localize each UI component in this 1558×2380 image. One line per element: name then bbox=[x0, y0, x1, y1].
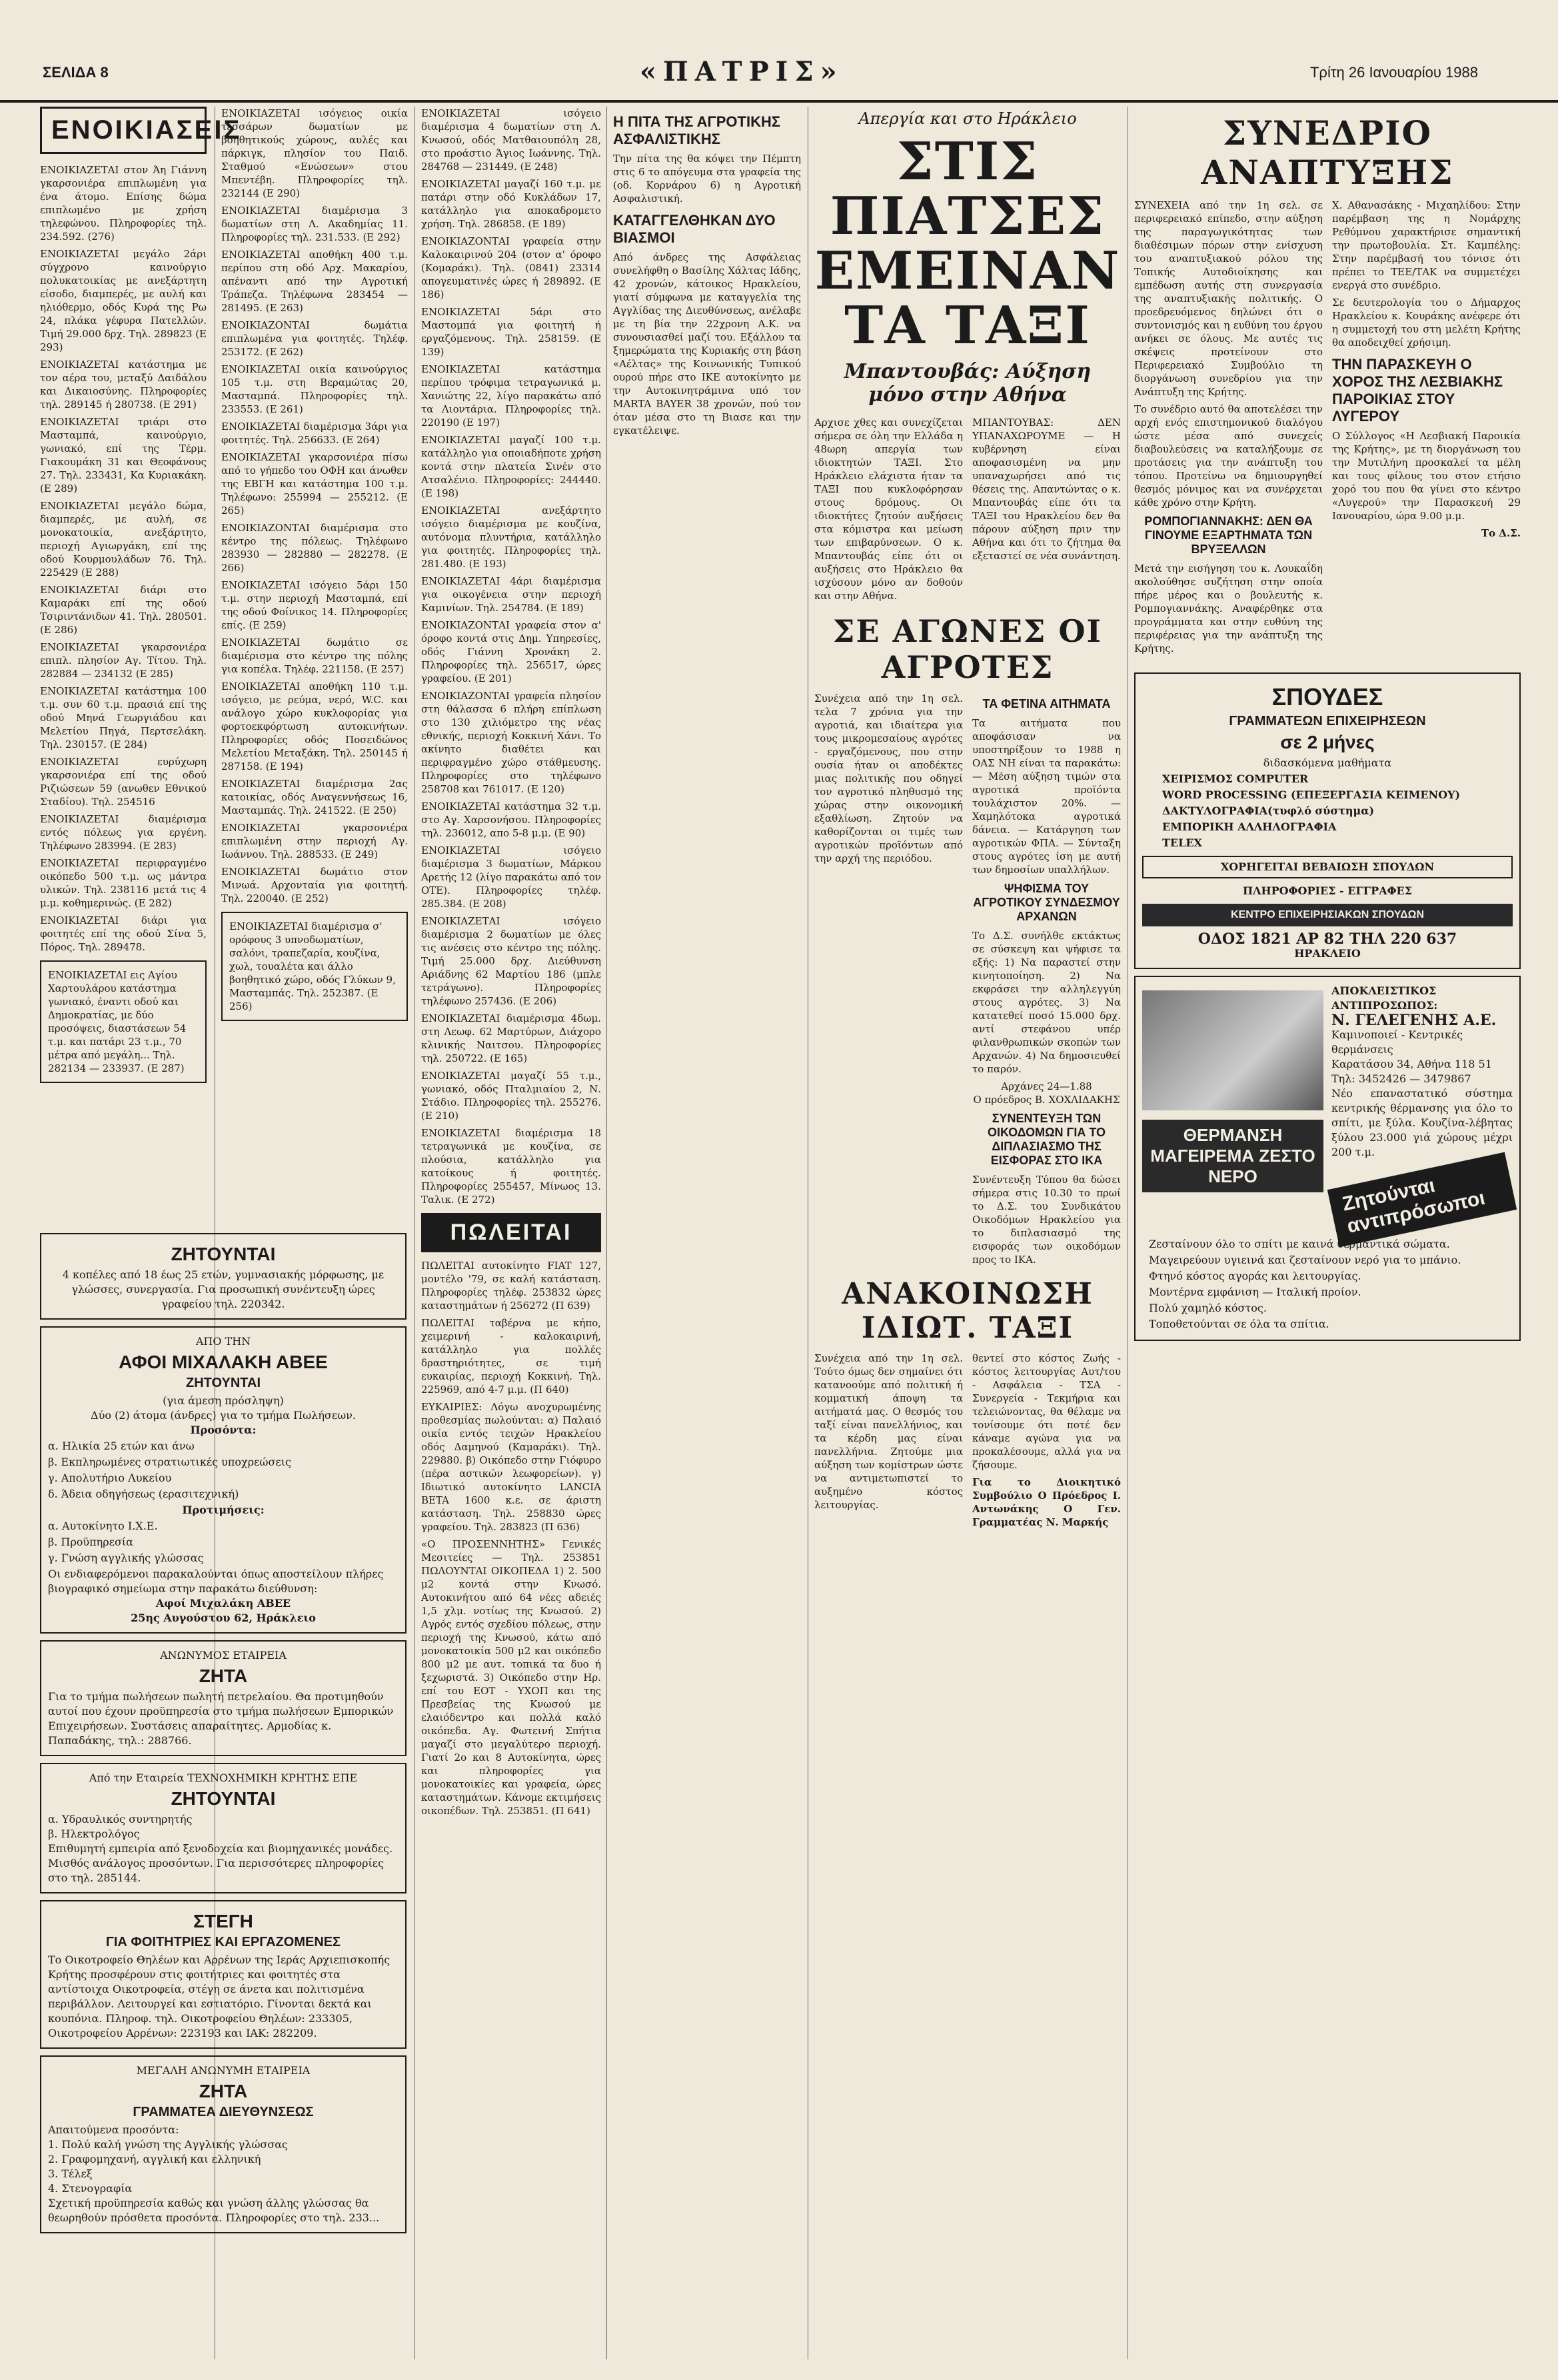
zitountai-ad bbox=[40, 1233, 406, 1320]
michalakis-cta: Οι ενδιαφερόμενοι παρακαλούνται όπως αποστείλουν πλήρες βιογραφικό σημείωμα στην παρακάτω διεύθυνση: bbox=[48, 1568, 384, 1595]
classified-ad: ΕΝΟΙΚΙΑΖΕΤΑΙ μαγαζί 55 τ.μ., γωνιακό, οδός Πταλμιαίου 2, Ν. Στάδιο. Πληροφορίες τηλ. 255276. (Ε 210) bbox=[421, 1070, 601, 1122]
subject-item: TELEX bbox=[1162, 836, 1202, 849]
heating-bullet: Μοντέρνα εμφάνιση — Ιταλική προίον. bbox=[1149, 1286, 1361, 1298]
synedrio-text3: Χ. Αθανασάκης - Μιχαηλίδου: Στην παρέμβαση της η Νομάρχης Ρεθύμνου χαρακτήρισε σημαντική την πρωτοβουλία. Στ. Καμπέλης: Στην παρέμβασή του τόνισε ότι πρέπει το ΤΕΕ/ΤΑΚ να συμμετέχει ενεργά στο συνέδριο. bbox=[1332, 199, 1521, 291]
classified-ad: ΕΝΟΙΚΙΑΖΕΤΑΙ διαμέρισμα 18 τετραγωνικά με κουζίνα, σε πλούσια, κατάλληλο για κατοίκους ή φοιτητές. Πληροφορίες 255457, Μίνωος 13. Ταλικ. (Ε 272) bbox=[421, 1127, 601, 1206]
heating-left bbox=[1142, 984, 1323, 1236]
classified-ad: ΕΝΟΙΚΙΑΖΕΤΑΙ 5άρι στο Μαστομπά για φοιτητή ή εργαζόμενους. Τηλ. 258159. (Ε 139) bbox=[421, 306, 601, 358]
classified-ad: ΕΝΟΙΚΙΑΖΟΝΤΑΙ γραφεία στον α' όροφο κοντά στις Δημ. Υπηρεσίες, οδός Γιάννη Χρονάκη 2. Πληροφορίες τηλ. 256517, ώρες γραφείου. (Ε 201) bbox=[421, 619, 601, 684]
anakoinosi-text-left: Συνέχεια από την 1η σελ. Τούτο όμως δεν σημαίνει ότι κατανοούμε από πολιτική ή κομματική άποψη τα αιτήματά μας. Ο θεσμός του ταξί είναι πανελλήνιος, και τα κέρδη μας είναι πανελλήνια. Ζητούμε μια αύξηση των κομίστρων ώστε να αντιμετωπιστεί το αυξημένο κόστος λειτουργίας. bbox=[814, 1352, 963, 1511]
classified-ad: ΕΝΟΙΚΙΑΖΕΤΑΙ περιφραγμένο οικόπεδο 500 τ.μ. ως μάντρα υλικών. Τηλ. 238116 μετά τις 4 μ.μ. κοθημερινώς. (Ε 282) bbox=[40, 857, 207, 909]
spoudes-city: ΗΡΑΚΛΕΙΟ bbox=[1294, 947, 1361, 960]
classified-ad: ΕΝΟΙΚΙΑΖΕΤΑΙ κατάστημα περίπου τρόφιμα τετραγωνικά μ. Χανιώτης 22, λίγο παρακάτω από τα Λιοντάρια. Πληροφορίες τηλ. 220190 (Ε 197) bbox=[421, 363, 601, 429]
michalakis-reqs bbox=[48, 1439, 398, 1502]
classified-ad: ΕΝΟΙΚΙΑΖΕΤΑΙ μαγαζί 160 τ.μ. με πατάρι στην οδό Κυκλάδων 17, κατάλληλο για αποκαδρομετο χρήση. Τηλ. 286858. (Ε 189) bbox=[421, 178, 601, 230]
anakoinosi-text-right: θεντεί στο κόστος Ζωής - κόστος λειτουργίας Αυτ/του - Ασφάλεια - ΤΣΑ - Συνεργεία - Τεκμήρια και τελειώνοντας, θα θέλαμε να τονίσουμε ότι ποτέ δεν κάναμε αγώνα για να προκαλέσουμε, αλλά για να ζήσουμε. bbox=[972, 1352, 1121, 1471]
pref-item: α. Αυτοκίνητο Ι.Χ.Ε. bbox=[48, 1520, 158, 1532]
stegi-sub: ΓΙΑ ΦΟΙΤΗΤΡΙΕΣ ΚΑΙ ΕΡΓΑΖΟΜΕΝΕΣ bbox=[105, 1935, 341, 1949]
req-item: α. Ηλικία 25 ετών και άνω bbox=[48, 1440, 195, 1452]
heating-bullets bbox=[1142, 1237, 1513, 1332]
spoudes-subjects bbox=[1142, 772, 1513, 850]
subject-item: ΧΕΙΡΙΣΜΟΣ COMPUTER bbox=[1162, 772, 1309, 785]
classified-ad: ΕΝΟΙΚΙΑΖΕΤΑΙ μαγαζί 100 τ.μ. κατάλληλο για οποιαδήποτε χρήση κοντά στην πλατεία Σινέν στο Ατσαλένιο. Πληροφορίες: 244440. (Ε 198) bbox=[421, 434, 601, 499]
taxi-subheadline: Μπαντουβάς: Αύξηση μόνο στην Αθήνα bbox=[844, 360, 1092, 407]
section-header-rentals: ΕΝΟΙΚΙΑΣΕΙΣ bbox=[40, 107, 207, 154]
techniki-ad bbox=[40, 1763, 406, 1893]
heating-line: Καμινοποιεί - Κεντρικές θερμάνσεις bbox=[1331, 1028, 1463, 1056]
megali-top: ΜΕΓΑΛΗ ΑΝΩΝΥΜΗ ΕΤΑΙΡΕΙΑ bbox=[136, 2064, 311, 2077]
spoudes-intro: διδασκόμενα μαθήματα bbox=[1263, 756, 1392, 769]
techniki-top: Από την Εταιρεία ΤΕΧΝΟΧΗΜΙΚΗ ΚΡΗΤΗΣ ΕΠΕ bbox=[89, 1772, 358, 1784]
heating-right bbox=[1331, 984, 1513, 1236]
classified-ad: ΕΝΟΙΚΙΑΖΕΤΑΙ κατάστημα 32 τ.μ. στο Αγ. Χαρσονήσου. Πληροφορίες τηλ. 236012, απο 5-8 μ.μ. (Ε 90) bbox=[421, 800, 601, 839]
synedrio-intro2: Το συνέδριο αυτό θα αποτελέσει την αρχή ενός επιστημονικού διαλόγου ώστε μέσα από συνεχείς διαβουλεύσεις να καταλήξουμε σε προτάσεις για την ανάπτυξη του τόπου. Προτείνω να δημιουργηθεί θεσμός μόνιμος και να συνέρχεται κάθε χρόνο στην Κρήτη. bbox=[1134, 403, 1323, 509]
michalakis-intro: Δύο (2) άτομα (άνδρες) για το τμήμα Πωλήσεων. bbox=[91, 1409, 356, 1422]
heating-title: ΘΕΡΜΑΝΣΗ ΜΑΓΕΙΡΕΜΑ ΖΕΣΤΟ ΝΕΡΟ bbox=[1142, 1120, 1323, 1192]
michalakis-prosonta: Προσόντα: bbox=[190, 1424, 257, 1436]
synedrio-left bbox=[1134, 199, 1323, 659]
heating-top bbox=[1142, 984, 1513, 1236]
req-item: γ. Απολυτήριο Λυκείου bbox=[48, 1472, 172, 1484]
classified-ad: ΕΝΟΙΚΙΑΖΕΤΑΙ γκαρσονιέρα επιπλ. πλησίον Αγ. Τίτου. Τηλ. 282884 — 234132 (Ε 285) bbox=[40, 641, 207, 680]
stegi-ad bbox=[40, 1900, 406, 2049]
boxed-ad bbox=[40, 960, 207, 1083]
techniki-item: β. Ηλεκτρολόγος bbox=[48, 1827, 140, 1840]
demands-text: Τα αιτήματα που αποφάσισαν να υποστηρίξουν το 1988 η ΟΑΣ ΝΗ είναι τα παρακάτω: — Μέση αύξηση τιμών στα αγροτικά προϊόντα τουλάχιστον 20%. — Χαμηλότοκα αγροτικά δάνεια. — Κατάργηση των αγροτικών ΦΠΑ. — Σύνταξη στους αγρότες ίση με αυτή των δημοσίων υπαλλήλων. bbox=[972, 717, 1121, 876]
classified-ad: ΕΝΟΙΚΙΑΖΟΝΤΑΙ γραφεία πλησίον στη θάλασσα 6 πλήρη επίπλωση στο 130 χιλιόμετρο της νέας εθνικής, περιοχή Κοκκινή Χάνι. Το ακίνητο διαθέτει και περιφραγμένο χώρο στάθμευσης. Πληροφορίες στο τηλέφωνο 258708 και 761017. (Ε 120) bbox=[421, 690, 601, 795]
michalakis-ad bbox=[40, 1326, 406, 1634]
michalakis-prefs bbox=[48, 1519, 398, 1566]
zitountai-title: ΖΗΤΟΥΝΤΑΙ bbox=[171, 1244, 276, 1264]
zitountai-text: 4 κοπέλες από 18 έως 25 ετών, γυμνασιακής μόρφωσης, με γλώσσες, συνεργασία. Για προσωπική συνέντευξη ώρες γραφείου τηλ. 220342. bbox=[62, 1268, 385, 1310]
oikodomoi-text: Συνέντευξη Τύπου θα δώσει σήμερα στις 10.30 το πρωί το Δ.Σ. του Συνδικάτου Οικοδόμων Ηρακλείου για το διπλασιασμό της εισφοράς των οικοδόμων προς το ΙΚΑ. bbox=[972, 1174, 1121, 1266]
taxi-text-right: ΜΠΑΝΤΟΥΒΑΣ: ΔΕΝ ΥΠΑΝΑΧΩΡΟΥΜΕ — Η κυβέρνηση είναι αποφασισμένη να μην υπαναχωρήσει από τις θέσεις της. Απαντώντας ο κ. Μπαντουβάς είπε ότι τα ΤΑΞΙ του Ηρακλείου δεν θα πάρουν αύξηση πριν την Αθήνα και ότι το ζήτημα θα εξεταστεί σε νέα συνάντηση. bbox=[972, 417, 1121, 562]
agrotes-demands bbox=[972, 692, 1121, 1270]
classified-ad: ΕΝΟΙΚΙΑΖΕΤΑΙ διαμέρισμα 3 δωματίων στη Λ. Ακαδημίας 11. Πληροφορίες τηλ. 231.533. (Ε 292) bbox=[221, 205, 408, 243]
classified-ad: ΕΝΟΙΚΙΑΖΕΤΑΙ αποθήκη 400 τ.μ. περίπου στη οδό Αρχ. Μακαρίου, απέναντι από την Αγροτική Τράπεζα. Τηλέφωνα 283454 — 281495. (Ε 263) bbox=[221, 249, 408, 314]
synedrio-body bbox=[1134, 199, 1521, 659]
synedrio-right bbox=[1332, 199, 1521, 659]
megali-item: 2. Γραφομηχανή, αγγλική και ελληνική bbox=[48, 2153, 261, 2165]
anakoinosi-right bbox=[972, 1352, 1121, 1533]
pref-item: β. Προϋπηρεσία bbox=[48, 1536, 133, 1548]
michalakis-address1: Αφοί Μιχαλάκη ΑΒΕΕ bbox=[155, 1597, 291, 1610]
lesviaki-signature: Το Δ.Σ. bbox=[1481, 527, 1521, 539]
lesviaki-text: Ο Σύλλογος «Η Λεσβιακή Παροικία της Κρήτης», με τη διοργάνωση του την Μυτιλήνη προσκαλεί τα μέλη και τους φίλους του στον ετήσιο χορό του που θα γίνει στο κέντρο «Λυγερού» την Παρασκευή 29 Ιανουαρίου, ώρα 9.00 μ.μ. bbox=[1332, 430, 1521, 522]
classified-ad: ΕΝΟΙΚΙΑΖΕΤΑΙ γκαρσονιέρα επιπλωμένη στην περιοχή Αγ. Ιωάννου. Τηλ. 288533. (Ε 249) bbox=[221, 822, 408, 860]
anakoinosi-body bbox=[814, 1352, 1121, 1533]
michalakis-sub2: (για άμεση πρόσληψη) bbox=[163, 1394, 284, 1407]
column-classifieds-1 bbox=[40, 107, 242, 1090]
classified-ad: ΕΝΟΙΚΙΑΖΕΤΑΙ 4άρι διαμέρισμα για οικογένεια στην περιοχή Καμινίων. Τηλ. 254784. (Ε 189) bbox=[421, 575, 601, 614]
synedrio-headline: ΣΥΝΕΔΡΙΟ ΑΝΑΠΤΥΞΗΣ bbox=[1201, 113, 1454, 192]
classified-ad: ΕΝΟΙΚΙΑΖΕΤΑΙ διαμέρισμα 2ας κατοικίας, οδός Αναγεννήσεως 16, Μασταμπάς. Τηλ. 241522. (Ε 250) bbox=[221, 778, 408, 816]
spoudes-duration: σε 2 μήνες bbox=[1280, 732, 1375, 752]
classified-ad: ΕΝΟΙΚΙΑΖΕΤΑΙ ανεξάρτητο ισόγειο διαμέρισμα με κουζίνα, αυτόνομα πλυντήρια, κατάλληλο για φοιτητές. Πληροφορίες τηλ. 281.480. (Ε 193) bbox=[421, 505, 601, 570]
classified-ad: ΕΝΟΙΚΙΑΖΕΤΑΙ μεγάλο δώμα, διαμπερές, με αυλή, σε μονοκατοικία, ανεξάρτητο, περιοχή Αγιωργάκη, επί της οδού Κουρμουλάδων 76. Τηλ. 225429 (Ε 288) bbox=[40, 500, 207, 579]
megali-sub: ΓΡΑΜΜΑΤΕΑ ΔΙΕΥΘΥΝΣΕΩΣ bbox=[133, 2105, 314, 2119]
taxi-body bbox=[814, 416, 1121, 606]
synedrio-text4: Σε δευτερολογία του ο Δήμαρχος Ηρακλείου κ. Κουράκης ανέφερε ότι η συμμετοχή του στη μελέτη Κρήτης θα αποδειχθεί χρήσιμη. bbox=[1332, 297, 1521, 349]
megali-item: 3. Τέλεξ bbox=[48, 2167, 93, 2180]
classified-ad: ΕΝΟΙΚΙΑΖΕΤΑΙ γκαρσονιέρα πίσω από το γήπεδο του ΟΦΗ και άνωθεν της ΕΒΓΗ και κατάστημα 100 τ.μ. Τηλέφωνο: 255994 — 255212. (Ε 265) bbox=[221, 451, 408, 517]
heating-bullet: Τοποθετούνται σε όλα τα σπίτια. bbox=[1149, 1318, 1329, 1330]
boxed-ad-text: ΕΝΟΙΚΙΑΖΕΤΑΙ διαμέρισμα σ' ορόφους 3 υπνοδωματίων, σαλόνι, τραπεζαρία, κουζίνα, χωλ, τουαλέτα και άλλο βοηθητικό χώρο, οδός Γλύκων 9, Μασταμπάς. Τηλ. 252387. (Ε 256) bbox=[229, 920, 396, 1012]
anonymi-title: ΖΗΤΑ bbox=[199, 1666, 248, 1686]
heating-bullet: Φτηνό κόστος αγοράς και λειτουργίας. bbox=[1149, 1270, 1361, 1282]
michalakis-address2: 25ης Αυγούστου 62, Ηράκλειο bbox=[131, 1612, 316, 1624]
pita-headline: Η ΠΙΤΑ ΤΗΣ ΑΓΡΟΤΙΚΗΣ ΑΣΦΑΛΙΣΤΙΚΗΣ bbox=[613, 113, 781, 147]
viasmoi-text: Από άνδρες της Ασφάλειας συνελήφθη ο Βασίλης Χάλτας Ιάδης, 42 χρονών, κάτοικος Ηρακλείου, γιατί σύμφωνα με καταγγελία της Αγγλίδας της Διευθύνσεως, ανέλαβε με τη βία την 22χρονη Α.Κ. να συνουσιασθεί μαζί του. Εξάλλου τα ξημερώματα της Κυριακής στη βάση «Αέλτας» της Κοινωνικής Τυπικού ουρού πήρε στο ΙΚΕ αυτοκίνητο με την Αυτοκινητράμινα υπό τον MARTA BAYER 38 χρονών, πού τον όταν μέσα στο τη Βιασε και την εγκατέλειψε. bbox=[613, 251, 801, 437]
rompogiannakis-subhead: ΡΟΜΠΟΓΙΑΝΝΑΚΗΣ: ΔΕΝ ΘΑ ΓΙΝΟΥΜΕ ΕΞΑΡΤΗΜΑΤΑ ΤΩΝ ΒΡΥΞΕΛΛΩΝ bbox=[1144, 515, 1313, 556]
techniki-title: ΖΗΤΟΥΝΤΑΙ bbox=[171, 1788, 276, 1809]
sale-ad: ΕΥΚΑΙΡΙΕΣ: Λόγω ανοχυρωμένης προθεσμίας πωλούνται: α) Παλαιό οικία εντός τειχών Ηρακλείου οδός Δαμηνού (Καμαράκι). Τηλ. 229880. β) Οικόπεδο στην Γιόφυρο (πέρα αστικών λεωφορείων). γ) Ιδιωτικό αυτοκίνητο LANCIA BETA 1600 κ.ε. σε άριστη κατάσταση. Τηλ. 258830 ώρες γραφείου. Τηλ. 283823 (Π 636) bbox=[421, 1401, 601, 1533]
req-item: δ. Άδεια οδηγήσεως (ερασιτεχνική) bbox=[48, 1488, 239, 1500]
agrotes-body bbox=[814, 692, 1121, 1270]
subject-item: ΔΑΚΤΥΛΟΓΡΑΦΙΑ(τυφλό σύστημα) bbox=[1162, 804, 1375, 817]
spoudes-title: ΣΠΟΥΔΕΣ bbox=[1271, 683, 1383, 710]
megali-intro: Απαιτούμενα προσόντα: bbox=[48, 2123, 179, 2136]
classified-ad: ΕΝΟΙΚΙΑΖΕΤΑΙ διάρι στο Καμαράκι επί της οδού Τσιριντάνιδων 41. Τηλ. 280501. (Ε 286) bbox=[40, 584, 207, 636]
spoudes-center: ΚΕΝΤΡΟ ΕΠΙΧΕΙΡΗΣΙΑΚΩΝ ΣΠΟΥΔΩΝ bbox=[1142, 904, 1513, 926]
michalakis-top: ΑΠΟ ΤΗΝ bbox=[195, 1335, 251, 1348]
newspaper-title: «ΠΑΤΡΙΣ» bbox=[640, 56, 844, 87]
classified-ad: ΕΝΟΙΚΙΑΖΕΤΑΙ ισόγειο 5άρι 150 τ.μ. στην περιοχή Μασταμπά, επί της οδού Φοίνικος 14. Πληροφορίες επίς. (Ε 259) bbox=[221, 579, 408, 631]
column-news-short bbox=[613, 107, 801, 441]
stegi-text: Το Οικοτροφείο Θηλέων και Αρρένων της Ιεράς Αρχιεπισκοπής Κρήτης προσφέρουν στις φοιτήτριες και φοιτητές στα αντίστοιχα Οικοτροφεία, στέγη σε άνετα και πολιτισμένα περιβάλλον. Λειτουργεί και εστιατόριο. Γίνονται δεκτά και κουπόνια. Πληροφ. τηλ. Οικοτροφείου Θηλέων: 233305, Οικοτροφείου Αρρένων: 223193 και ΙΑΚ: 282209. bbox=[48, 1953, 390, 2039]
page-number: ΣΕΛΙΔΑ 8 bbox=[43, 64, 109, 81]
classified-ad: ΕΝΟΙΚΙΑΖΕΤΑΙ διαμέρισμα εντός πόλεως για εργένη. Τηλέφωνο 283994. (Ε 283) bbox=[40, 813, 207, 852]
spoudes-sub: ΓΡΑΜΜΑΤΕΩΝ ΕΠΙΧΕΙΡΗΣΕΩΝ bbox=[1229, 714, 1426, 728]
column-main-news bbox=[814, 107, 1121, 1533]
michalakis-title: ΑΦΟΙ ΜΙΧΑΛΑΚΗ ΑΒΕΕ bbox=[119, 1352, 328, 1372]
classified-ad: ΕΝΟΙΚΙΑΖΕΤΑΙ ευρύχωρη γκαρσονιέρα επί της οδού Ριζιώσεων 59 (ανωθεν Εθνικού Σταδίου). Τηλ. 254516 bbox=[40, 756, 207, 808]
megali-item: 1. Πολύ καλή γνώση της Αγγλικής γλώσσας bbox=[48, 2138, 289, 2151]
spoudes-info: ΠΛΗΡΟΦΟΡΙΕΣ - ΕΓΓΡΑΦΕΣ bbox=[1242, 884, 1413, 897]
subject-item: WORD PROCESSING (ΕΠΕΞΕΡΓΑΣΙΑ ΚΕΙΜΕΝΟΥ) bbox=[1162, 788, 1461, 801]
anonymi-text: Για το τμήμα πωλήσεων πωλητή πετρελαίου. Θα προτιμηθούν αυτοί που έχουν προϋπηρεσία στο τμήμα πωλήσεων Εμπορικών Επιχειρήσεων. Συστάσεις απαραίτητες. Αρμοδίας κ. Παπαδάκης, τηλ.: 288766. bbox=[48, 1690, 394, 1747]
heating-company: Ν. ΓΕΛΕΓΕΝΗΣ Α.Ε. bbox=[1331, 1012, 1497, 1029]
anakoinosi-signature: Για το Διοικητικό Συμβούλιο Ο Πρόεδρος Ι. Αντωνάκης Ο Γεν. Γραμματέας Ν. Μαρκής bbox=[972, 1476, 1121, 1528]
taxi-headline: ΣΤΙΣ ΠΙΑΤΣΕΣ ΕΜΕΙΝΑΝ ΤΑ ΤΑΞΙ bbox=[814, 131, 1121, 356]
anonymi-ad bbox=[40, 1640, 406, 1756]
boxed-ad bbox=[221, 912, 408, 1021]
oikodomoi-title: ΣΥΝΕΝΤΕΥΞΗ ΤΩΝ ΟΙΚΟΔΟΜΩΝ ΓΙΑ ΤΟ ΔΙΠΛΑΣΙΑΣΜΟ ΤΗΣ ΕΙΣΦΟΡΑΣ ΣΤΟ ΙΚΑ bbox=[987, 1112, 1106, 1167]
sale-ad: ΠΩΛΕΙΤΑΙ ταβέρνα με κήπο, χειμερινή - καλοκαιρινή, κατάλληλο για πολλές δραστηριότητες, σε τιμή ευκαιρίας, περιοχή Κοκκινή. Τηλ. 225969, από 4-7 μ.μ. (Π 640) bbox=[421, 1317, 601, 1396]
classified-ad: ΕΝΟΙΚΙΑΖΟΝΤΑΙ διαμέρισμα στο κέντρο της πόλεως. Τηλέφωνο 283930 — 282880 — 282278. (Ε 266) bbox=[221, 522, 408, 574]
anakoinosi-headline: ΑΝΑΚΟΙΝΩΣΗ ΙΔΙΩΤ. ΤΑΞΙ bbox=[842, 1277, 1094, 1345]
synedrio-intro: ΣΥΝΕΧΕΙΑ από την 1η σελ. σε περιφερειακό επίπεδο, στην αύξηση της παραγωγικότητας των διαθέσιμων πόρων στην ενίσχυση του αναπτυξιακού ρόλου της Τοπικής Αυτοδιοίκησης και εμπέδωση αυτής στη συνεργασία της αναπτυξιακής πολιτικής. Ο προεδρευόμενος δηλώνει ότι ο συντονισμός και η ευθύνη του έργου ανήκει σε όλους. Με αυτές τις σκέψεις προτείνουν στο Περιφερειακό Συμβούλιο τη διοργάνωση συνεδρίου για την Ανάπτυξη της Κρήτης. bbox=[1134, 199, 1323, 398]
pita-text: Την πίτα της θα κόψει την Πέμπτη στις 6 το απόγευμα στα γραφεία της (οδ. Κορνάρου 6) η Αγροτική Ασφαλιστική. bbox=[613, 153, 801, 205]
heating-line: Τηλ: 3452426 — 3479867 bbox=[1331, 1072, 1471, 1085]
megali-text: Σχετική προϋπηρεσία καθώς και γνώση άλλης γλώσσας θα θεωρηθούν πρόσθετα προσόντα. Πληροφορίες στο τηλ. 233... bbox=[48, 2197, 380, 2224]
classified-ad: ΕΝΟΙΚΙΑΖΕΤΑΙ μεγάλο 2άρι σύγχρονο καινούργιο πολυκατοικίας με ανεξάρτητη είσοδο, διαμπερές, με αυλή και ηλιόθερμο, οδός Κυρά της Ρω 24, πλάκα γέφυρα Πατελλών. Τιμή 29.000 δρχ. Τηλ. 289823 (Ε 293) bbox=[40, 248, 207, 353]
column-classifieds-3 bbox=[421, 107, 601, 1821]
michalakis-pref: Προτιμήσεις: bbox=[182, 1504, 265, 1516]
agrotes-text: Συνέχεια από την 1η σελ. τελα 7 χρόνια για την αγροτιά, και ιδιαίτερα για τους μικρομεσαίους αγρότες - εργαζόμενους, που στην ουσία ήταν οι αποδέκτες μιας πολιτικής που οδηγεί τον αγροτικό πληθυσμό της χώρας στην οικονομική εξαθλίωση. Ζητούν να καθορίζονται οι τιμές των αγροτικών προϊόντων από την αρχή της περιόδου. bbox=[814, 692, 963, 864]
heating-bullet: Πολύ χαμηλό κόστος. bbox=[1149, 1302, 1267, 1314]
column-rule bbox=[414, 107, 415, 2359]
classified-ad: ΕΝΟΙΚΙΑΖΟΝΤΑΙ γραφεία στην Καλοκαιρινού 204 (στον α' όροφο (Κομαράκι). Τηλ. (0841) 23314 απογευματινές ώρες ή 289892. (Ε 186) bbox=[421, 235, 601, 301]
taxi-kicker: Απεργία και στο Ηράκλειο bbox=[858, 109, 1077, 128]
classified-ad: ΕΝΟΙΚΙΑΖΕΤΑΙ αποθήκη 110 τ.μ. ισόγειο, με ρεύμα, νερό, W.C. και ανάλογο χώρο κυκλοφορίας για φορτοεκφόρτωση αυτοκινήτων. Πληροφορίες οδός Ποσειδώνος Μελετίου Μεταξάκη. Τηλ. 250145 ή 287158. (Ε 194) bbox=[221, 680, 408, 772]
heating-line: Καρατάσου 34, Αθήνα 118 51 bbox=[1331, 1058, 1492, 1070]
spoudes-certificate: ΧΟΡΗΓΕΙΤΑΙ ΒΕΒΑΙΩΣΗ ΣΠΟΥΔΩΝ bbox=[1142, 856, 1513, 878]
classified-ad: ΕΝΟΙΚΙΑΖΕΤΑΙ ισόγειο διαμέρισμα 4 δωματίων στη Λ. Κνωσού, οδός Ματθαιουπόλη 28, στο προάστιο Άγιος Ιωάννης. Τηλ. 284768 — 231449. (Ε 248) bbox=[421, 107, 601, 173]
classified-ad: ΕΝΟΙΚΙΑΖΕΤΑΙ διαμέρισμα 3άρι για φοιτητές. Τηλ. 256633. (Ε 264) bbox=[221, 421, 408, 446]
classified-ad: ΕΝΟΙΚΙΑΖΕΤΑΙ ισόγειος οικία τεσσάρων δωματίων με βοηθητικούς χώρους, αυλές και πάρκιγκ, πλησίον του Παιδ. Σταθμού «Ενώσεων» στου Μπεντέβη. Πληροφορίες τηλ. 232144 (Ε 290) bbox=[221, 107, 408, 199]
heating-ad bbox=[1134, 976, 1521, 1341]
heating-desc: Νέο επαναστατικό σύστημα κεντρικής θέρμανσης για όλο το σπίτι, με ξύλα. Κουζίνα-λέβητας ξύλου 23.000 γιά χώρους μέχρι 200 τ.μ. bbox=[1331, 1087, 1513, 1158]
classified-ad: ΕΝΟΙΚΙΑΖΕΤΑΙ δωμάτιο στον Μινωά. Αρχονταία για φοιτητή. Τηλ. 220040. (Ε 252) bbox=[221, 866, 408, 904]
demands-title: ΤΑ ΦΕΤΙΝΑ ΑΙΤΗΜΑΤΑ bbox=[982, 697, 1111, 710]
req-item: β. Εκπληρωμένες στρατιωτικές υποχρεώσεις bbox=[48, 1456, 291, 1468]
psifisma-title: ΨΗΦΙΣΜΑ ΤΟΥ ΑΓΡΟΤΙΚΟΥ ΣΥΝΔΕΣΜΟΥ ΑΡΧΑΝΩΝ bbox=[973, 882, 1120, 923]
anonymi-top: ΑΝΩΝΥΜΟΣ ΕΤΑΙΡΕΙΑ bbox=[160, 1649, 287, 1662]
subject-item: ΕΜΠΟΡΙΚΗ ΑΛΛΗΛΟΓΡΑΦΙΑ bbox=[1162, 820, 1337, 833]
classified-ad: ΕΝΟΙΚΙΑΖΕΤΑΙ κατάστημα 100 τ.μ. συν 60 τ.μ. πρασιά επί της οδού Μηνά Γεωργιάδου και Μελετίου Πηγά, Περτσελάκη. Τηλ. 230157. (Ε 284) bbox=[40, 685, 207, 750]
classified-ad: ΕΝΟΙΚΙΑΖΕΤΑΙ τριάρι στο Μασταμπά, καινούργιο, γωνιακό, επί της Τέρμ. Γιακουμάκη 31 και Θεοφάνους 27. Τηλ. 233431, Κα Κυριακάκη. (Ε 289) bbox=[40, 416, 207, 495]
column-classifieds-2 bbox=[221, 107, 408, 1028]
column-rule bbox=[606, 107, 607, 2359]
agrotes-headline: ΣΕ ΑΓΩΝΕΣ ΟΙ ΑΓΡΟΤΕΣ bbox=[832, 613, 1103, 685]
psifisma-signatory: Ο πρόεδρος Β. ΧΟΧΛΙΔΑΚΗΣ bbox=[973, 1094, 1120, 1106]
megali-item: 4. Στενογραφία bbox=[48, 2182, 133, 2195]
masthead bbox=[0, 0, 1558, 103]
spoudes-address: ΟΔΟΣ 1821 ΑΡ 82 ΤΗΛ 220 637 bbox=[1197, 930, 1457, 948]
classified-ad: ΕΝΟΙΚΙΑΖΕΤΑΙ διαμέρισμα 4δωμ. στη Λεωφ. 62 Μαρτύρων, Διάχορο κλινικής Ναιτσου. Πληροφορίες τηλ. 250722. (Ε 165) bbox=[421, 1012, 601, 1064]
techniki-item: α. Υδραυλικός συντηρητής bbox=[48, 1813, 193, 1825]
classified-ad: ΕΝΟΙΚΙΑΖΕΤΑΙ δωμάτιο σε διαμέρισμα στο κέντρο της πόλης για κοπέλα. Τηλέφ. 221158. (Ε 257) bbox=[221, 636, 408, 675]
psifisma-date: Αρχάνες 24—1.88 bbox=[1001, 1080, 1092, 1092]
classified-ad: ΕΝΟΙΚΙΑΖΕΤΑΙ κατάστημα με τον αέρα του, μεταξύ Δαιδάλου και Δικαιοσύνης. Πληροφορίες τηλ. 289145 ή 280738. (Ε 291) bbox=[40, 359, 207, 411]
classified-ad: ΕΝΟΙΚΙΑΖΕΤΑΙ διάρι για φοιτητές επί της οδού Σίνα 5, Πόρος. Τηλ. 289478. bbox=[40, 914, 207, 953]
taxi-text-left: Αρχισε χθες και συνεχίζεται σήμερα σε όλη την Ελλάδα η 48ωρη απεργία των ιδιοκτητών ΤΑΞΙ. Στο Ηράκλειο ελάχιστα ήταν τα ΤΑΞΙ που κυκλοφόρησαν στους δρόμους. Οι ιδιοκτήτες ζητούν αυξήσεις στα κόμιστρα και μείωση των επιβαρύνσεων. Ο κ. Μπαντουβάς είπε ότι οι αυξήσεις στο Ηράκλειο θα ισχύσουν μόνο αν δοθούν και στην Αθήνα. bbox=[814, 417, 963, 602]
classified-ad: ΕΝΟΙΚΙΑΖΕΤΑΙ στον Άη Γιάννη γκαρσονιέρα επιπλωμένη για ένα άτομο. Επίσης δώμα επιπλωμένο με χρήση τηλεφώνου. Πληροφορίες τηλ. 234.592. (276) bbox=[40, 164, 207, 243]
classified-ad: ΕΝΟΙΚΙΑΖΟΝΤΑΙ δωμάτια επιπλωμένα για φοιτητές. Τηλέφ. 253172. (Ε 262) bbox=[221, 319, 408, 358]
viasmoi-headline: ΚΑΤΑΓΓΕΛΘΗΚΑΝ ΔΥΟ ΒΙΑΣΜΟΙ bbox=[613, 212, 776, 246]
wide-ad-block bbox=[40, 1226, 406, 2240]
pref-item: γ. Γνώση αγγλικής γλώσσας bbox=[48, 1552, 204, 1564]
classified-ad: ΕΝΟΙΚΙΑΖΕΤΑΙ οικία καινούργιος 105 τ.μ. στη Βεραμώτας 20, Μασταμπά. Πληροφορίες τηλ. 233553. (Ε 261) bbox=[221, 363, 408, 415]
column-conference bbox=[1134, 107, 1521, 1348]
spoudes-ad bbox=[1134, 672, 1521, 969]
classified-ad: ΕΝΟΙΚΙΑΖΕΤΑΙ ισόγειο διαμέρισμα 2 δωματίων με όλες τις ανέσεις στο κέντρο της πόλης. Τιμή 25.000 δρχ. Διεύθυνση Αριάδνης 62 Μαρτίου 186 (μπλε τετράγωνο). Πληροφορίες τηλέφωνο 257436. (Ε 206) bbox=[421, 915, 601, 1007]
heating-stamp: Ζητούνται αντιπρόσωποι bbox=[1327, 1152, 1517, 1248]
michalakis-sub: ΖΗΤΟΥΝΤΑΙ bbox=[185, 1376, 261, 1390]
heating-distrib: ΑΠΟΚΛΕΙΣΤΙΚΟΣ ΑΝΤΙΠΡΟΣΩΠΟΣ: bbox=[1331, 984, 1438, 1012]
synedrio-text2: Μετά την εισήγηση του κ. Λουκαΐδη ακολούθησε συζήτηση στην οποία πήρε μέρος και ο βουλευτής κ. Ρομπογιαννάκης. Αναφέρθηκε στα προγράμματα και στην ευθύνη της περιφέρειας για την ανάπτυξη της Κρήτης. bbox=[1134, 563, 1323, 654]
heating-bullet: Μαγειρεύουν υγιεινά και ζεσταίνουν νερό για το μπάνιο. bbox=[1149, 1254, 1461, 1266]
stegi-title: ΣΤΕΓΗ bbox=[193, 1911, 253, 1931]
psifisma-text: Το Δ.Σ. συνήλθε εκτάκτως σε σύσκεψη και ψήφισε τα εξής: 1) Να παραστεί στην κινητοποίηση. 2) Να εκφράσει την αλληλεγγύη στους αγρότες. 3) Να κατατεθεί ποσό 15.000 δρχ. αντί στεφάνου υπέρ φιλανθρωπικών σκοπών των Αρχανών. 4) Να δημοσιευθεί το παρόν. bbox=[972, 930, 1121, 1075]
section-header-for-sale: ΠΩΛΕΙΤΑΙ bbox=[421, 1213, 601, 1252]
issue-date: Τρίτη 26 Ιανουαρίου 1988 bbox=[1309, 64, 1478, 81]
techniki-text: Επιθυμητή εμπειρία από ξενοδοχεία και βιομηχανικές μονάδες. Μισθός ανάλογος προσόντων. Για περισσότερες πληροφορίες στο τηλ. 285144. bbox=[48, 1842, 393, 1884]
sale-ad: «Ο ΠΡΟΣΕΝΝΗΤΗΣ» Γενικές Μεσιτείες — Τηλ. 253851 ΠΩΛΟΥΝΤΑΙ ΟΙΚΟΠΕΔΑ 1) 2. 500 μ2 κοντά στην Κνωσό. Αυτοκινήτου από 64 νέες αδειές 1,5 χλμ. νοτίως της Κνωσού. 2) Αγρός εντός σχεδίου πόλεως, στην περιοχή της Κνωσού, κάτω από μονοκατοικία 500 μ2 και οικόπεδο 800 μ2 με αυτ. τοπικά τα δυο ή ξεχωριστά. 3) Οικόπεδο στην Ηρ. επί του ΕΟΤ - ΥΧΟΠ και της Πρεσβείας της Κνωσού με ελαιόδεντρο και πολλά καλό οικόπεδα. Αγ. Φωτεινή Σπήτια μαγαζί στο μεγαλύτερο περιοχή. Γιατί 2ο και 8 Αυτοκίνητα, ώρες και πληροφορίες για μονοκατοικίες και γραφεία, ώρες καταστημάτων. Κάνομε εκτιμήσεις οικοπέδων. Τηλ. 253851. (Π 641) bbox=[421, 1538, 601, 1817]
boxed-ad-text: ΕΝΟΙΚΙΑΖΕΤΑΙ εις Αγίου Χαρτουλάρου κατάστημα γωνιακό, έναντι οδού και Δημοκρατίας, με δύο προσόψεις, διαστάσεων 54 τ.μ. και πατάρι 23 τ.μ., 70 μέτρα από μεγάλη... Τηλ. 282134 — 233937. (Ε 287) bbox=[48, 969, 187, 1074]
megali-title: ΖΗΤΑ bbox=[199, 2081, 248, 2101]
heating-bullet: Ζεσταίνουν όλο το σπίτι με καινά θερμαντικά σώματα. bbox=[1149, 1238, 1450, 1250]
megali-ad bbox=[40, 2055, 406, 2233]
sale-ad: ΠΩΛΕΙΤΑΙ αυτοκίνητο FIAT 127, μοντέλο '79, σε καλή κατάσταση. Πληροφορίες τηλέφ. 253832 ώρες καταστημάτων ή 256272 (Π 639) bbox=[421, 1260, 601, 1312]
stove-photo bbox=[1142, 990, 1323, 1110]
classified-ad: ΕΝΟΙΚΙΑΖΕΤΑΙ ισόγειο διαμέρισμα 3 δωματίων, Μάρκου Αρετής 12 (λίγο παρακάτω από τον ΟΤΕ). Πληροφορίες τηλέφ. 285.384. (Ε 208) bbox=[421, 844, 601, 910]
lesviaki-headline: ΤΗΝ ΠΑΡΑΣΚΕΥΗ Ο ΧΟΡΟΣ ΤΗΣ ΛΕΣΒΙΑΚΗΣ ΠΑΡΟΙΚΙΑΣ ΣΤΟΥ ΛΥΓΕΡΟΥ bbox=[1332, 356, 1503, 425]
